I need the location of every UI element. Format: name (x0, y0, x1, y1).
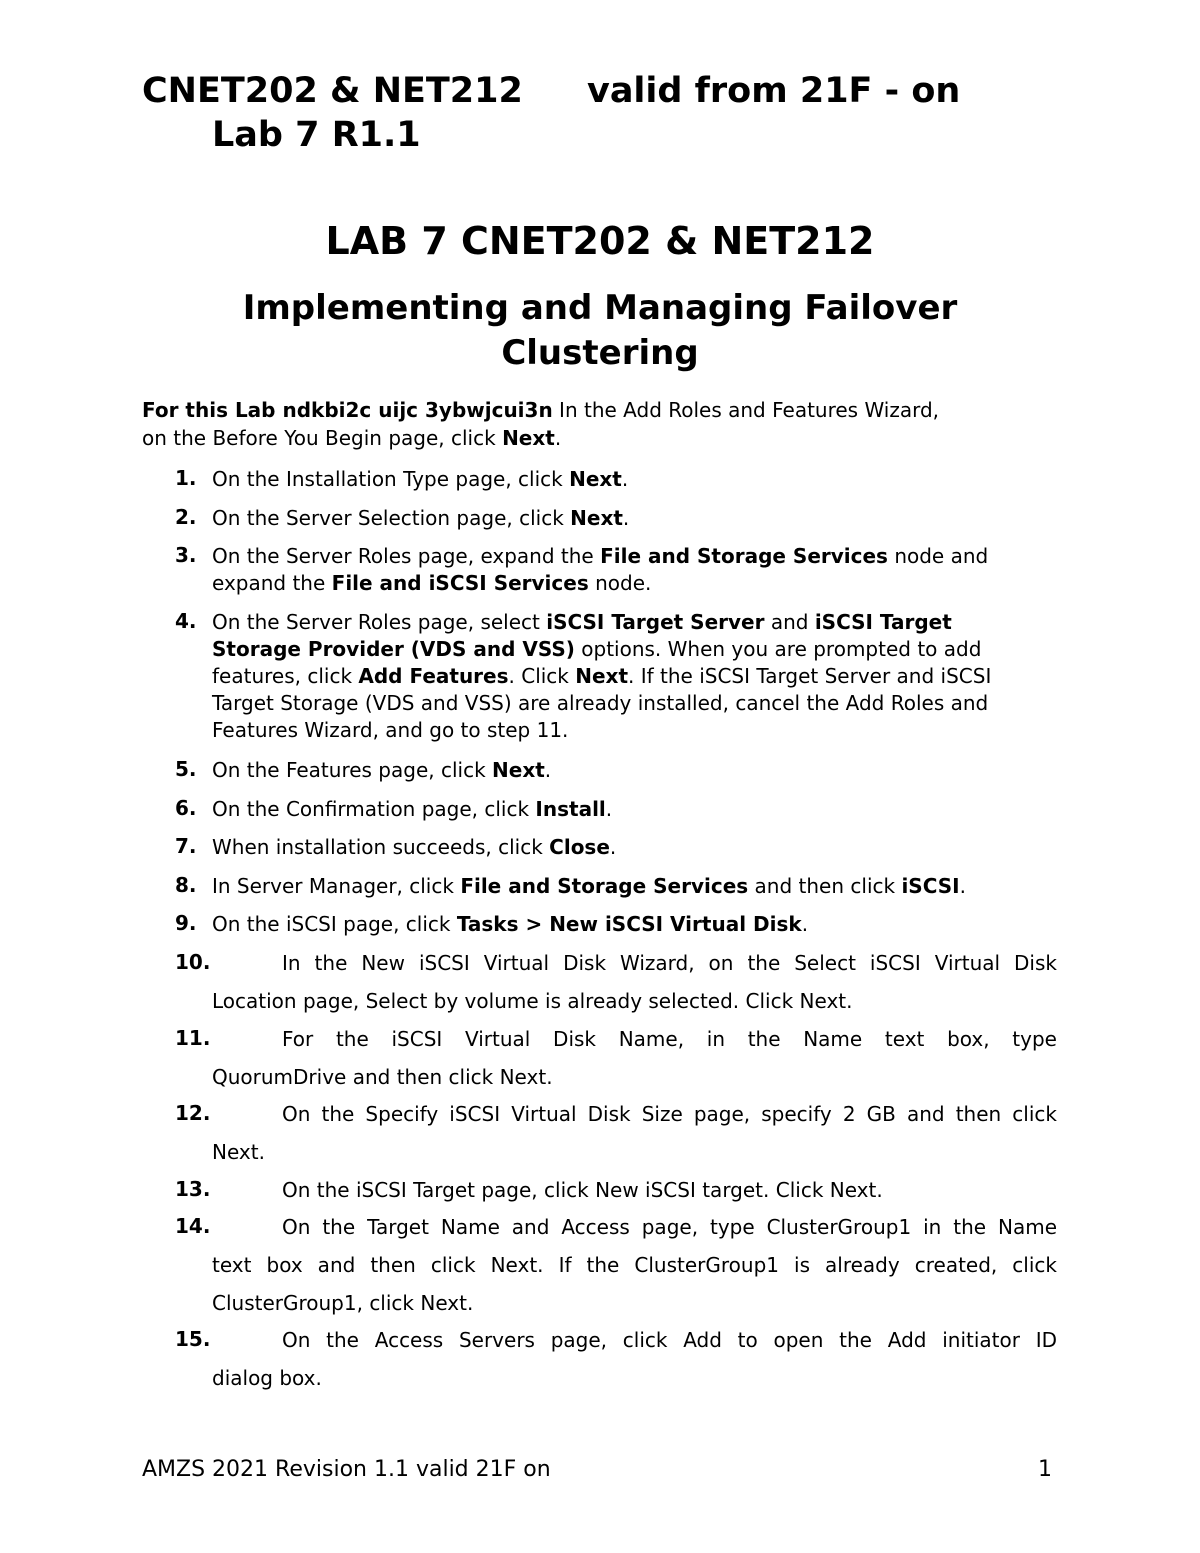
step-number: 9. (175, 911, 197, 935)
step-12-line-2: Next. (212, 1140, 265, 1164)
step-4-text-6: Target Storage (VDS and VSS) are already installed, cancel the Add Roles and (212, 691, 989, 715)
step-4-bold-1: iSCSI Target Server (546, 610, 765, 634)
step-8-bold-2: iSCSI (901, 874, 960, 898)
page-number: 1 (1038, 1457, 1052, 1482)
intro-bold: For this Lab ndkbi2c uijc 3ybwjcui3n (142, 398, 553, 422)
step-text (212, 609, 1057, 744)
step-7-bold: Close (549, 835, 610, 859)
step-3-end: node. (588, 571, 652, 595)
step-14-line-3: ClusterGroup1, click Next. (212, 1291, 474, 1315)
step-1-text: On the Installation Type page, click (212, 467, 570, 491)
step-13-line-1: On the iSCSI Target page, click New iSCSI target. Click Next. (282, 1178, 883, 1202)
step-text (212, 757, 1057, 784)
step-text (212, 505, 1057, 532)
step-number: 2. (175, 505, 197, 529)
step-6-text: On the Confirmation page, click (212, 797, 536, 821)
step-4-bold-5: Next (575, 664, 629, 688)
step-7-text: When installation succeeds, click (212, 835, 550, 859)
step-5-text: On the Features page, click (212, 758, 493, 782)
step-number: 13. (175, 1177, 211, 1201)
step-2-text: On the Server Selection page, click (212, 506, 571, 530)
step-15-line-2: dialog box. (212, 1366, 322, 1390)
step-14-line-2: text box and then click Next. If the ClusterGroup1 is already created, click (212, 1253, 1057, 1277)
header-line-1 (142, 70, 961, 112)
step-10-line-1: In the New iSCSI Virtual Disk Wizard, on the Select iSCSI Virtual Disk (282, 951, 1057, 975)
intro-next: Next (502, 426, 555, 450)
step-4-and: and (764, 610, 815, 634)
page-title: LAB 7 CNET202 & NET212 (325, 219, 875, 263)
step-8-bold-1: File and Storage Services (460, 874, 749, 898)
step-4-text-2: options. When you are prompted to add (574, 637, 982, 661)
step-11-line-1: For the iSCSI Virtual Disk Name, in the Name text box, type (282, 1027, 1057, 1051)
header-lab: Lab 7 R1.1 (212, 115, 421, 155)
step-8-end: . (959, 874, 966, 898)
step-text (212, 543, 1057, 597)
step-8-text-2: and then click (748, 874, 902, 898)
step-2-end: . (622, 506, 630, 530)
step-4-text: On the Server Roles page, select (212, 610, 547, 634)
header-course: CNET202 & NET212 (142, 71, 523, 111)
step-4-text-3: features, click (212, 664, 359, 688)
step-9-end: . (801, 912, 809, 936)
step-10-line-2: Location page, Select by volume is already selected. Click Next. (212, 989, 853, 1013)
step-8-text: In Server Manager, click (212, 874, 461, 898)
step-text (212, 834, 1057, 861)
step-4-text-5: . If the iSCSI Target Server and iSCSI (628, 664, 992, 688)
step-text (212, 466, 1057, 493)
step-number: 10. (175, 950, 211, 974)
step-number: 5. (175, 757, 197, 781)
step-12-line-1: On the Specify iSCSI Virtual Disk Size page, specify 2 GB and then click (282, 1102, 1057, 1126)
step-3-bold-2: File and iSCSI Services (331, 571, 589, 595)
intro-text-2: on the Before You Begin page, click (142, 426, 503, 450)
step-text (212, 911, 1057, 938)
step-3-bold-1: File and Storage Services (600, 544, 888, 568)
step-number: 4. (175, 609, 197, 633)
step-1-end: . (621, 467, 629, 491)
step-4-text-7: Features Wizard, and go to step 11. (212, 718, 569, 742)
step-9-bold: Tasks > New iSCSI Virtual Disk (456, 912, 802, 936)
intro-text-1: In the Add Roles and Features Wizard, (552, 398, 940, 422)
step-number: 11. (175, 1026, 211, 1050)
step-4-bold-2: iSCSI Target (814, 610, 952, 634)
step-number: 8. (175, 873, 197, 897)
step-4-bold-3: Storage Provider (VDS and VSS) (212, 637, 575, 661)
step-3-text-3: expand the (212, 571, 332, 595)
step-number: 1. (175, 466, 197, 490)
step-number: 7. (175, 834, 197, 858)
step-11-line-2: QuorumDrive and then click Next. (212, 1065, 553, 1089)
step-number: 3. (175, 543, 197, 567)
page-subtitle: Implementing and Managing Failover Clustering (242, 288, 958, 373)
step-text (212, 796, 1057, 823)
step-4-bold-4: Add Features (358, 664, 509, 688)
footer-text: AMZS 2021 Revision 1.1 valid 21F on (142, 1457, 551, 1482)
step-number: 15. (175, 1327, 211, 1351)
intro-end: . (554, 426, 562, 450)
step-number: 12. (175, 1101, 211, 1125)
step-5-end: . (544, 758, 552, 782)
step-1-bold: Next (569, 467, 622, 491)
intro-paragraph (142, 396, 1062, 452)
step-14-line-1: On the Target Name and Access page, type ClusterGroup1 in the Name (282, 1215, 1057, 1239)
step-text (212, 873, 1057, 900)
step-9-text: On the iSCSI page, click (212, 912, 457, 936)
header-validity: valid from 21F - on (587, 71, 961, 111)
step-4-text-4: . Click (508, 664, 576, 688)
step-3-text-2: node and (887, 544, 989, 568)
step-3-text: On the Server Roles page, expand the (212, 544, 601, 568)
step-6-bold: Install (535, 797, 606, 821)
step-5-bold: Next (492, 758, 545, 782)
step-number: 14. (175, 1214, 211, 1238)
step-6-end: . (605, 797, 613, 821)
step-2-bold: Next (570, 506, 623, 530)
step-number: 6. (175, 796, 197, 820)
step-7-end: . (609, 835, 617, 859)
step-15-line-1: On the Access Servers page, click Add to open the Add initiator ID (282, 1328, 1057, 1352)
